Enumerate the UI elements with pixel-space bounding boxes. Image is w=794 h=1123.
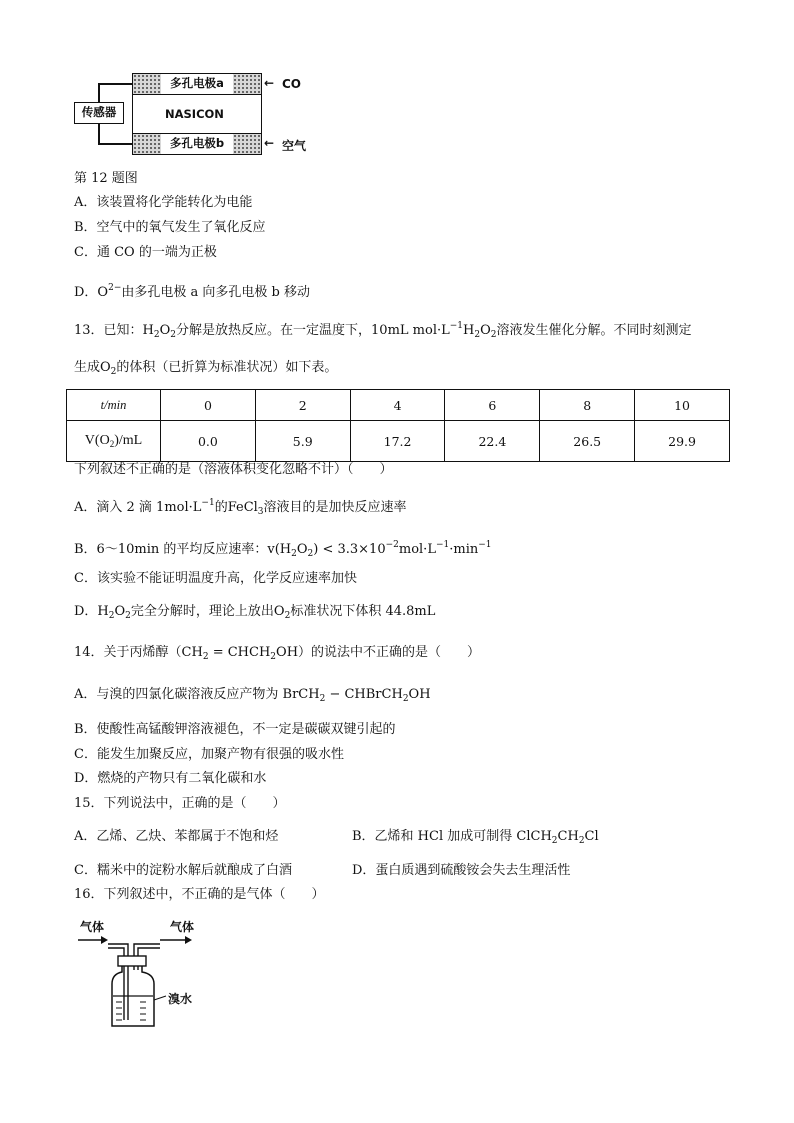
q15-option-c: C．糯米中的淀粉水解后就酿成了白酒 — [74, 863, 292, 878]
q15-option-b: B．乙烯和 HCl 加成可制得 $ClCH_2CH_2Cl$ — [352, 829, 599, 846]
bromine-water-label: 溴水 — [168, 992, 193, 1006]
sensor-box — [74, 102, 124, 124]
q15-option-d: D．蛋白质遇到硫酸铵会失去生理活性 — [352, 863, 571, 878]
q14-option-a: A．与溴的四氯化碳溶液反应产物为 BrCH$_2$ − CHBrCH$_2$OH — [74, 687, 431, 704]
q13-stem-line1: 13．已知：$H_2O_2$分解是放热反应。在一定温度下，10mL $mol\cdot L^{-1}H_2O_2$溶液发生催化分解。不同时刻测定 — [74, 321, 692, 340]
table-cell: 2 — [255, 390, 350, 421]
table-cell: 29.9 — [635, 421, 730, 462]
table-cell: 22.4 — [445, 421, 540, 462]
q13-option-c: C．该实验不能证明温度升高，化学反应速率加快 — [74, 571, 357, 586]
q15-option-a: A．乙烯、乙炔、苯都属于不饱和烃 — [74, 829, 279, 844]
table-cell: 17.2 — [350, 421, 445, 462]
q13-question: 下列叙述不正确的是（溶液体积变化忽略不计）（ ） — [74, 462, 393, 477]
electrode-a — [132, 73, 262, 95]
sensor-wire-top — [98, 83, 100, 102]
q16-stem: 16．下列叙述中，不正确的是气体（ ） — [74, 887, 325, 902]
q13-stem-line2: 生成$O_2$的体积（已折算为标准状况）如下表。 — [74, 360, 338, 377]
q14-option-b: B．使酸性高锰酸钾溶液褪色，不一定是碳碳双键引起的 — [74, 722, 396, 737]
q12-caption: 第 12 题图 — [74, 171, 138, 186]
q12-option-a: A．该装置将化学能转化为电能 — [74, 195, 253, 210]
q14-stem: 14．关于丙烯醇（$CH_2$ = $CHCH_2OH$）的说法中不正确的是（ ） — [74, 645, 481, 662]
table-cell: 0 — [161, 390, 256, 421]
q13-option-a: A．滴入 2 滴 $1mol\cdot L^{-1}$的FeCl$_3$溶液目的是加快反应速率 — [74, 498, 407, 517]
q12-option-d: D．$O^{2-}$由多孔电极 a 向多孔电极 b 移动 — [74, 283, 310, 300]
q14-option-d: D．燃烧的产物只有二氧化碳和水 — [74, 771, 267, 786]
table-cell: 6 — [445, 390, 540, 421]
electrode-b — [132, 133, 262, 155]
table-cell: 5.9 — [255, 421, 350, 462]
sensor-wire-top-h — [98, 83, 132, 85]
table-row — [67, 421, 730, 462]
q12-option-b: B．空气中的氧气发生了氧化反应 — [74, 220, 266, 235]
q14-option-c: C．能发生加聚反应，加聚产物有很强的吸水性 — [74, 747, 344, 762]
q13-option-d: D．$H_2O_2$完全分解时，理论上放出$O_2$标准状况下体积 44.8mL — [74, 604, 436, 621]
electrode-a-label: 多孔电极a — [161, 74, 233, 94]
q12-option-c: C．通 CO 的一端为正极 — [74, 245, 217, 260]
table-cell: 0.0 — [161, 421, 256, 462]
q13-option-b: B．6～10min 的平均反应速率：$v(H_2O_2) < 3.3\times 10^{-2}mol\cdot L^{-1}\cdot\min^{-1}$ — [74, 540, 492, 559]
gas-out-label: 气体 — [170, 920, 195, 934]
table-cell: 4 — [350, 390, 445, 421]
time-header: t/min — [67, 390, 161, 421]
gas-in-label: 气体 — [80, 920, 105, 934]
gas-washing-bottle — [72, 930, 212, 1030]
sensor-wire-bottom-h — [98, 143, 132, 145]
co-arrow-icon: ← — [264, 76, 275, 90]
air-arrow-icon: ← — [264, 136, 275, 150]
volume-header: $V(O_2)/mL$ — [67, 421, 161, 462]
electrode-b-label: 多孔电极b — [161, 134, 233, 154]
q13-table — [66, 389, 730, 462]
electrolyte-label: NASICON — [165, 107, 224, 121]
table-cell: 8 — [540, 390, 635, 421]
table-cell: 10 — [635, 390, 730, 421]
q15-stem: 15．下列说法中，正确的是（ ） — [74, 796, 286, 811]
co-label: CO — [282, 77, 302, 91]
sensor-wire-bottom — [98, 124, 100, 143]
sensor-label: 传感器 — [81, 105, 117, 119]
table-cell: 26.5 — [540, 421, 635, 462]
air-label: 空气 — [282, 139, 307, 153]
table-row — [67, 390, 730, 421]
